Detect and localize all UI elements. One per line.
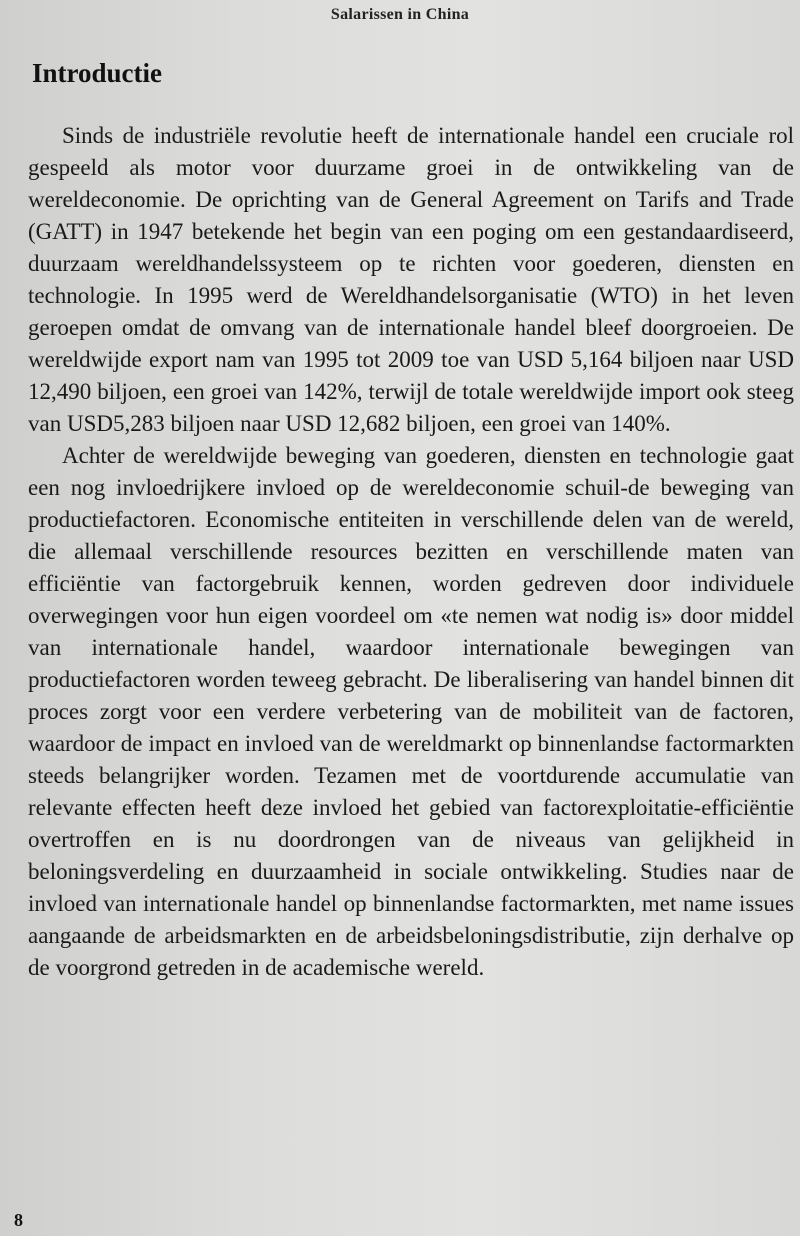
body-text bbox=[28, 120, 794, 984]
section-title: Introductie bbox=[32, 58, 163, 88]
paragraph-2: Achter de wereldwijde beweging van goederen, diensten en technologie gaat een nog invloedrijkere invloed op de wereldeconomie schuil-de beweging van productiefactoren. Economische entiteiten in verschillende delen van de wereld, die allemaal verschillende resources bezitten en verschillende maten van efficiëntie van factorgebruik kennen, worden gedreven door individuele overwegingen voor hun eigen voordeel om «te nemen wat nodig is» door middel van internationale handel, waardoor internationale bewegingen van productiefactoren worden teweeg gebracht. De liberalisering van handel binnen dit proces zorgt voor een verdere verbetering van de mobiliteit van de factoren, waardoor de impact en invloed van de wereldmarkt op binnenlandse factormarkten steeds belangrijker worden. Tezamen met de voortdurende accumulatie van relevante effecten heeft deze invloed het gebied van factorexploitatie-efficiëntie overtroffen en is nu doordrongen van de niveaus van gelijkheid in beloningsverdeling en duurzaamheid in sociale ontwikkeling. Studies naar de invloed van internationale handel op binnenlandse factormarkten, met name issues aangaande de arbeidsmarkten en de arbeidsbeloningsdistributie, zijn derhalve op de voorgrond getreden in de academische wereld. bbox=[28, 443, 794, 980]
page-number: 8 bbox=[14, 1210, 23, 1230]
paragraph-1: Sinds de industriële revolutie heeft de internationale handel een cruciale rol gespeeld als motor voor duurzame groei in de ontwikkeling van de wereldeconomie. De oprichting van de General Agreement on Tarifs and Trade (GATT) in 1947 betekende het begin van een poging om een gestandaardiseerd, duurzaam wereldhandelssysteem op te richten voor goederen, diensten en technologie. In 1995 werd de Wereldhandelsorganisatie (WTO) in het leven geroepen omdat de omvang van de internationale handel bleef doorgroeien. De wereldwijde export nam van 1995 tot 2009 toe van USD 5,164 biljoen naar USD 12,490 biljoen, een groei van 142%, terwijl de totale wereldwijde import ook steeg van USD5,283 biljoen naar USD 12,682 biljoen, een groei van 140%. bbox=[28, 123, 794, 436]
running-head: Salarissen in China bbox=[330, 6, 470, 23]
